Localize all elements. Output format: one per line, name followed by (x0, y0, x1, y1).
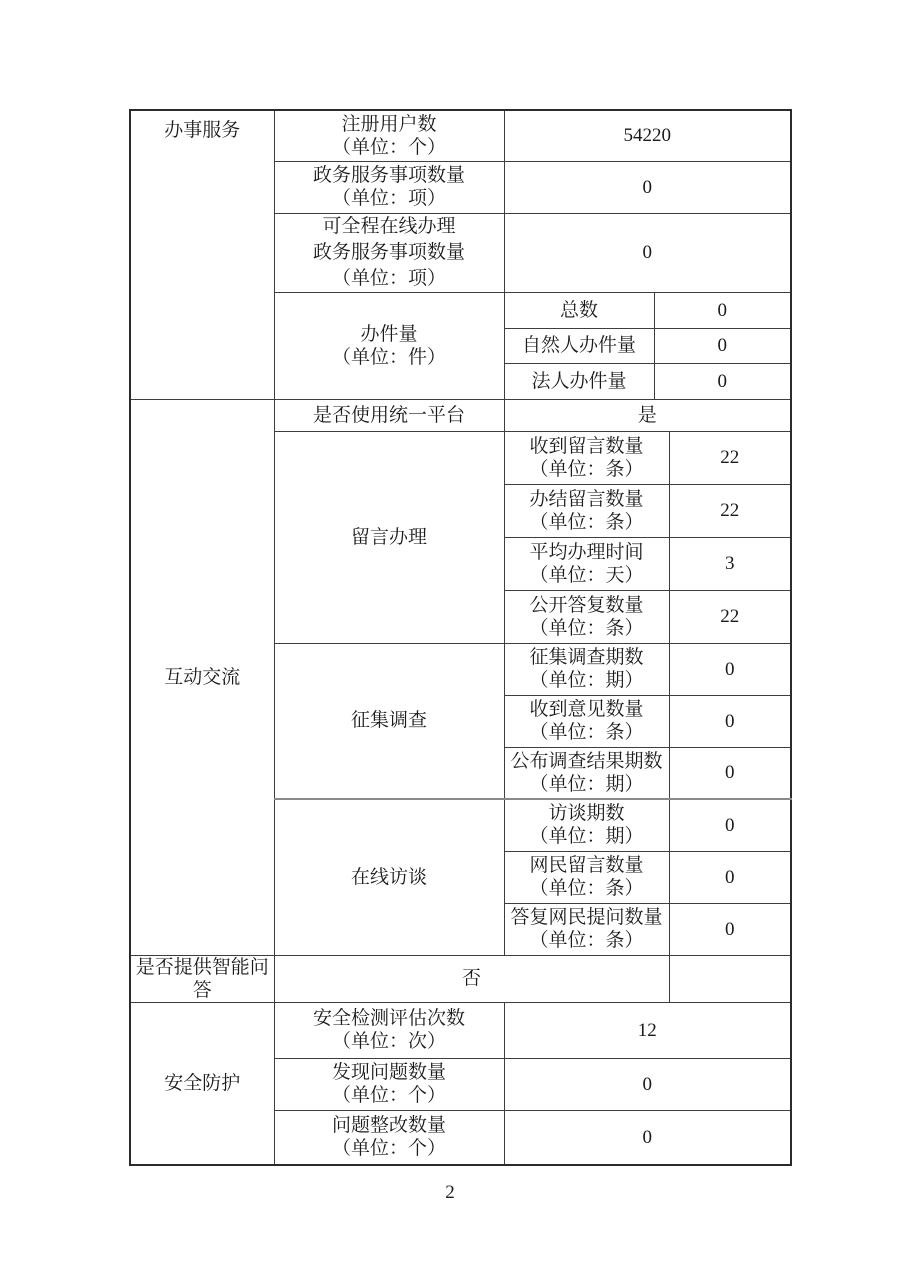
item-label-cell (274, 161, 504, 213)
value-cell (669, 643, 791, 695)
value-text: 0 (717, 335, 727, 356)
value-text: 0 (725, 814, 735, 836)
label-line: （单位：个） (331, 1138, 446, 1160)
value-cell (504, 110, 791, 161)
value-cell (669, 903, 791, 955)
value-text: 0 (725, 762, 735, 784)
label-line: 公开答复数量 (529, 594, 644, 616)
table-row (130, 110, 791, 161)
label-line: 自然人办件量 (521, 335, 636, 356)
label-line: 政务服务事项数量 (312, 165, 465, 186)
item-group-cell (274, 431, 504, 643)
label-line: （单位：项） (331, 188, 446, 209)
label-line: 网民留言数量 (529, 855, 644, 876)
label-line: 可全程在线办理 (322, 215, 456, 237)
value-cell (669, 537, 791, 590)
label-line: 征集调查期数 (529, 647, 644, 668)
category-label: 安全防护 (164, 1072, 241, 1094)
table-row (130, 399, 791, 431)
label-line: 公布调查结果期数 (510, 750, 663, 772)
label-line: 收到留言数量 (529, 435, 644, 457)
label-line: （单位：个） (331, 1085, 446, 1106)
label-line: （单位：期） (529, 670, 644, 691)
value-text: 22 (720, 447, 740, 468)
label-line: （单位：天） (529, 564, 644, 586)
label-line: 政务服务事项数量 (312, 241, 465, 263)
label-line: 是否使用统一平台 (312, 404, 465, 426)
label-line: （单位：件） (331, 346, 446, 368)
sub-label-cell (504, 799, 669, 851)
value-text: 22 (720, 606, 740, 627)
label-line: 安全检测评估次数 (312, 1008, 465, 1029)
label-line: （单位：期） (529, 826, 644, 848)
table-row (130, 1002, 791, 1058)
value-text: 3 (725, 553, 735, 574)
item-label-cell (274, 399, 504, 431)
label-line: 在线访谈 (350, 866, 427, 888)
category-cell (130, 1002, 274, 1165)
value-cell (504, 1058, 791, 1110)
sub-label-cell (504, 643, 669, 695)
label-line: 留言办理 (350, 526, 427, 548)
value-cell (504, 1110, 791, 1165)
label-line: （单位：个） (331, 136, 446, 158)
sub-label-cell (504, 431, 669, 484)
value-text: 12 (637, 1019, 657, 1041)
value-text: 0 (642, 176, 652, 198)
label-line: 收到意见数量 (529, 699, 644, 720)
item-label-cell (274, 213, 504, 292)
value-cell (669, 747, 791, 799)
label-line: 办件量 (360, 323, 418, 345)
label-line: （单位：条） (529, 458, 644, 480)
label-line: （单位：条） (529, 617, 644, 639)
table-row (130, 955, 791, 1002)
value-text: 是 (637, 404, 657, 426)
value-cell (669, 484, 791, 537)
item-label-cell (274, 1002, 504, 1058)
value-text: 0 (725, 710, 735, 732)
value-text: 0 (725, 918, 735, 940)
label-line: 答复网民提问数量 (510, 907, 663, 928)
sub-label-cell (504, 903, 669, 955)
sub-label-cell (504, 851, 669, 903)
value-text: 0 (717, 370, 727, 392)
value-cell (504, 161, 791, 213)
value-text: 0 (725, 658, 735, 680)
sub-label-cell (504, 590, 669, 643)
sub-label-cell (504, 328, 654, 363)
label-line: 问题整改数量 (331, 1115, 446, 1137)
label-line: （单位：项） (331, 267, 446, 289)
page-number: 2 (445, 1182, 455, 1203)
sub-label-cell (504, 537, 669, 590)
label-line: 平均办理时间 (529, 541, 644, 563)
value-text: 0 (642, 242, 652, 263)
item-label-cell (130, 955, 274, 1002)
value-text: 22 (720, 500, 740, 521)
category-label: 互动交流 (164, 666, 241, 688)
value-cell (669, 590, 791, 643)
label-line: 总数 (559, 299, 598, 321)
value-cell (504, 213, 791, 292)
value-cell (669, 431, 791, 484)
sub-label-cell (504, 695, 669, 747)
item-label-cell (274, 1058, 504, 1110)
sub-label-cell (504, 484, 669, 537)
value-text: 0 (642, 1126, 652, 1148)
label-line: 法人办件量 (531, 370, 627, 392)
label-line: （单位：条） (529, 722, 644, 743)
sub-label-cell (504, 747, 669, 799)
value-text: 否 (461, 968, 481, 989)
value-text: 0 (642, 1073, 652, 1095)
sub-label-cell (504, 292, 654, 328)
item-label-cell (274, 110, 504, 161)
value-cell (669, 799, 791, 851)
gov-website-report-table (129, 109, 792, 1166)
label-line: 访谈期数 (548, 803, 625, 825)
value-cell (504, 399, 791, 431)
value-cell (654, 363, 791, 399)
label-line: 发现问题数量 (331, 1062, 446, 1083)
value-cell (654, 292, 791, 328)
value-cell (654, 328, 791, 363)
value-cell (669, 695, 791, 747)
category-cell (130, 399, 274, 955)
label-line: 注册用户数 (341, 113, 437, 135)
label-line: 征集调查 (350, 710, 427, 732)
item-label-cell (274, 1110, 504, 1165)
item-group-cell (274, 292, 504, 399)
item-group-cell (274, 799, 504, 955)
label-line: （单位：条） (529, 878, 644, 899)
category-cell (130, 110, 274, 399)
item-group-cell (274, 643, 504, 799)
label-line: 办结留言数量 (529, 488, 644, 510)
category-label: 办事服务 (164, 120, 241, 141)
label-line: （单位：条） (529, 511, 644, 533)
value-text: 0 (725, 866, 735, 888)
value-cell (274, 955, 669, 1002)
value-cell (669, 851, 791, 903)
value-text: 0 (717, 299, 727, 321)
value-text: 54220 (623, 125, 671, 147)
label-line: （单位：期） (529, 773, 644, 795)
label-line: （单位：条） (529, 930, 644, 951)
sub-label-cell (504, 363, 654, 399)
label-line: （单位：次） (331, 1031, 446, 1052)
label-line: 是否提供智能问答 (135, 956, 269, 1001)
value-cell (504, 1002, 791, 1058)
